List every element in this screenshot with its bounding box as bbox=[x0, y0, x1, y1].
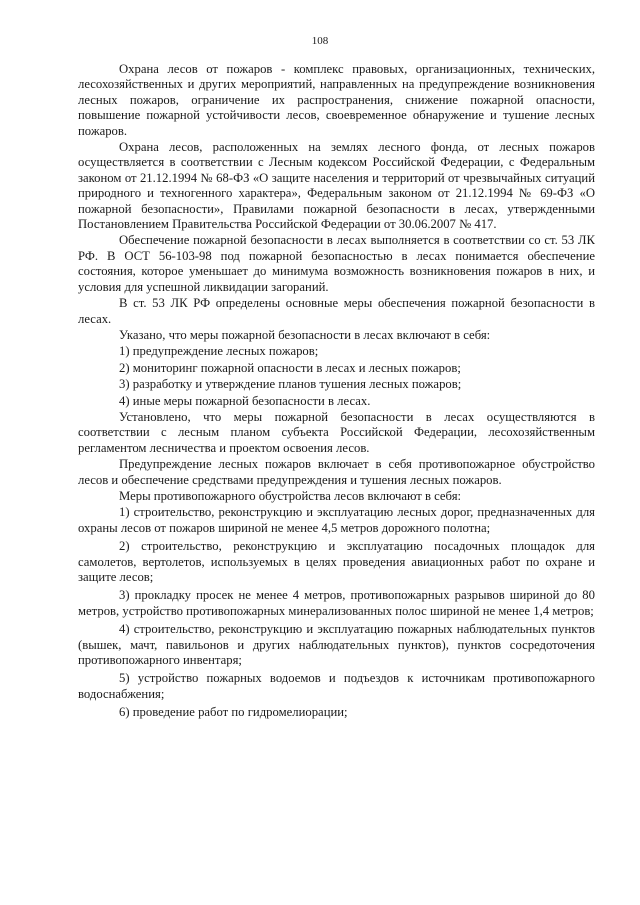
measure-item-4: 4) иные меры пожарной безопасности в лесах. bbox=[119, 393, 371, 408]
paragraph-prevention: Предупреждение лесных пожаров включает в себя противопожарное обустройство лесов и обеспечение средствами предупреждения и тушения лесных пожаров. bbox=[78, 457, 595, 487]
measure-item-1: 1) предупреждение лесных пожаров; bbox=[119, 344, 319, 359]
measure-item-3: 3) разработку и утверждение планов тушения лесных пожаров; bbox=[119, 377, 462, 392]
paragraph-article-53: В ст. 53 ЛК РФ определены основные меры обеспечения пожарной безопасности в лесах. bbox=[78, 296, 595, 326]
document-body bbox=[78, 62, 595, 724]
arrangement-item-2: 2) строительство, реконструкцию и эксплуатацию посадочных площадок для самолетов, вертолетов, используемых в целях проведения авиационных работ по охране и защите лесов; bbox=[78, 539, 595, 584]
page-number: 108 bbox=[311, 35, 329, 47]
paragraph-measures-intro: Указано, что меры пожарной безопасности в лесах включают в себя: bbox=[119, 327, 491, 342]
arrangement-item-6: 6) проведение работ по гидромелиорации; bbox=[119, 705, 348, 720]
arrangement-item-5: 5) устройство пожарных водоемов и подъездов к источникам противопожарного водоснабжения; bbox=[78, 671, 595, 701]
paragraph-legal-basis: Охрана лесов, расположенных на землях лесного фонда, от лесных пожаров осуществляется в соответствии с Лесным кодексом Российской Федерации, с Федеральным законом от 21.12.1994 № 68-ФЗ «О защите населения и территорий от чрезвычайных ситуаций природного и техногенного характера», Федеральным законом от 21.12.1994 № 69-ФЗ «О пожарной безопасности», Правилами пожарной безопасности в лесах, утвержденными Постановлением Правительства Российской Федерации от 30.06.2007 № 417. bbox=[78, 140, 595, 232]
paragraph-implementation: Установлено, что меры пожарной безопасности в лесах осуществляются в соответствии с лесным планом субъекта Российской Федерации, лесохозяйственным регламентом лесничества и проектом освоения лесов. bbox=[78, 409, 595, 455]
paragraph-definition: Охрана лесов от пожаров - комплекс правовых, организационных, технических, лесохозяйственных и других мероприятий, направленных на предупреждение возникновения лесных пожаров, ограничение их распространения, снижение пожарной опасности, повышение пожарной устойчивости лесов, своевременное обнаружение и тушение лесных пожаров. bbox=[78, 62, 595, 138]
measure-item-2: 2) мониторинг пожарной опасности в лесах и лесных пожаров; bbox=[119, 360, 461, 375]
paragraph-fire-safety: Обеспечение пожарной безопасности в лесах выполняется в соответствии со ст. 53 ЛК РФ. В ОСТ 56-103-98 под пожарной безопасностью в лесах понимается обеспечение состояния, которое уменьшает до минимума возможность возникновения пожаров в них, и условия для успешной ликвидации загораний. bbox=[78, 233, 595, 294]
arrangement-item-1: 1) строительство, реконструкцию и эксплуатацию лесных дорог, предназначенных для охраны лесов от пожаров шириной не менее 4,5 метров дорожного полотна; bbox=[78, 505, 595, 535]
paragraph-arrangement-intro: Меры противопожарного обустройства лесов включают в себя: bbox=[119, 488, 462, 503]
arrangement-item-3: 3) прокладку просек не менее 4 метров, противопожарных разрывов шириной до 80 метров, устройство противопожарных минерализованных полос шириной не менее 1,4 метров; bbox=[78, 588, 595, 618]
arrangement-item-4: 4) строительство, реконструкцию и эксплуатацию пожарных наблюдательных пунктов (вышек, мачт, павильонов и других наблюдательных пунктов), пунктов сосредоточения противопожарного инвентаря; bbox=[78, 622, 595, 668]
